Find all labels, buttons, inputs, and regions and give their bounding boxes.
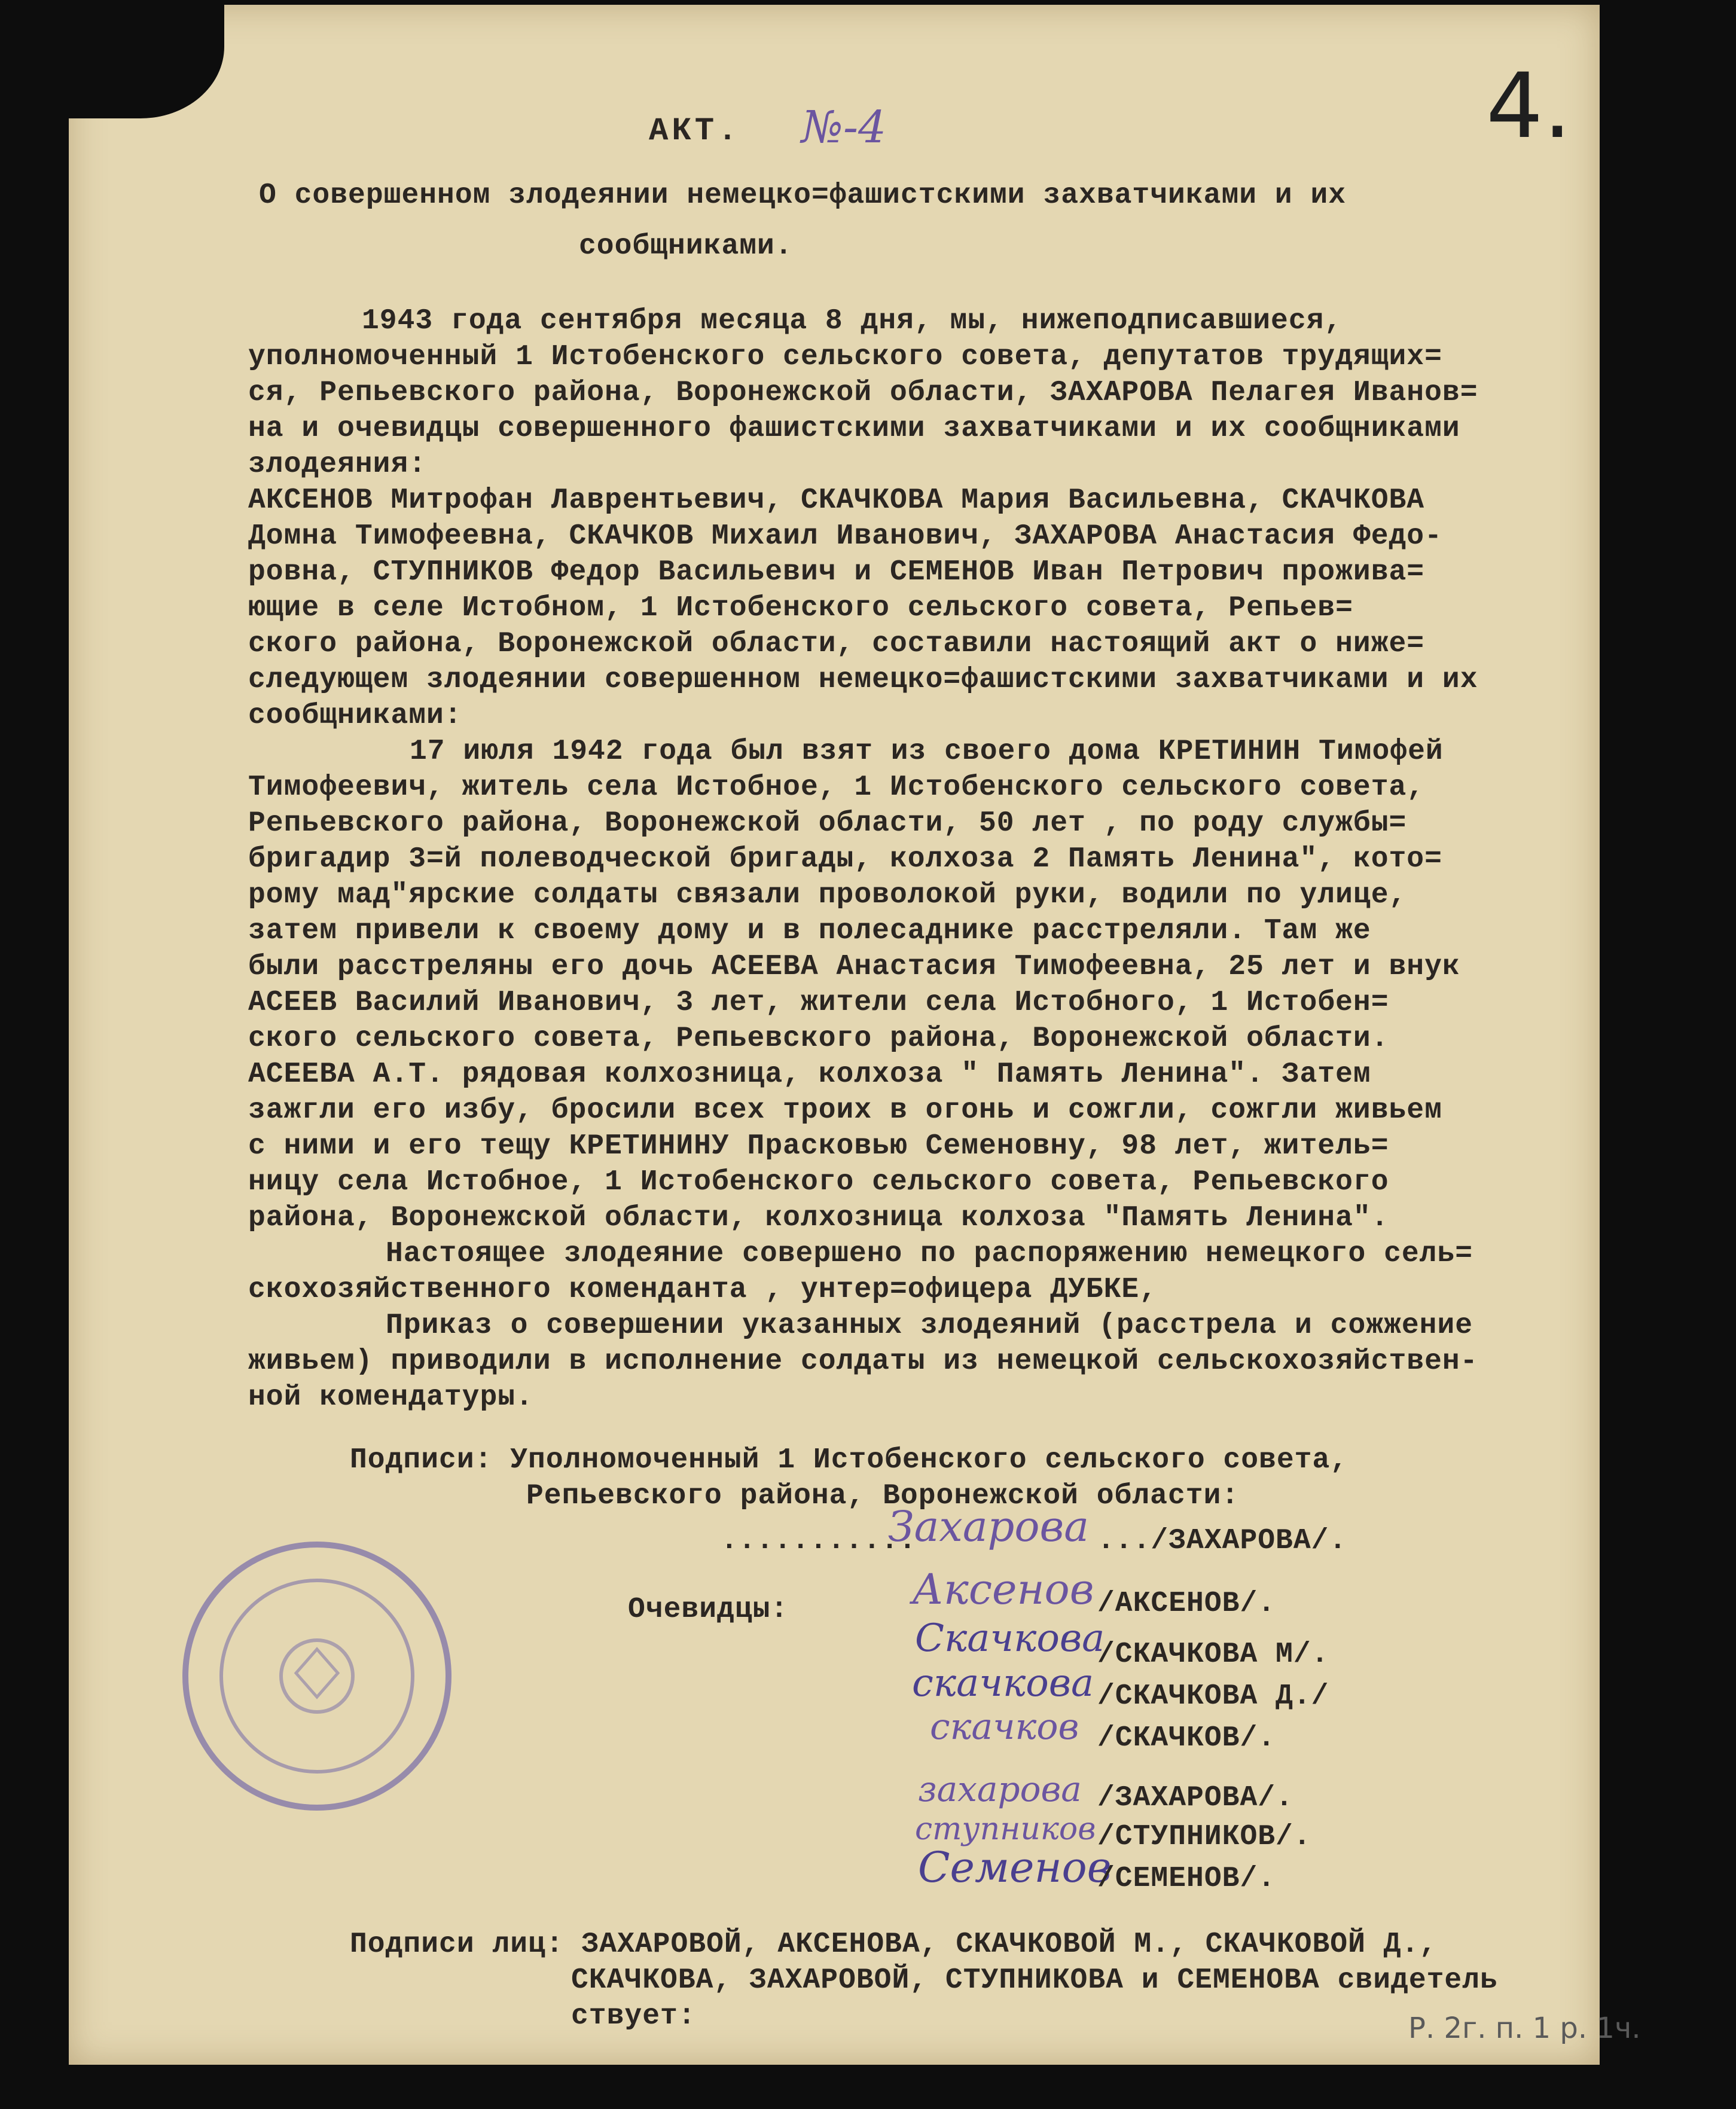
body-line: ницу села Истобное, 1 Истобенского сельского совета, Репьевского [248,1166,1389,1198]
typed-signature-name: /СКАЧКОВ/. [1097,1722,1276,1754]
handwritten-act-number: №-4 [801,102,887,153]
typed-signature-name: /СТУПНИКОВ/. [1097,1821,1311,1853]
body-line: ского сельского совета, Репьевского района, Воронежской области. [248,1023,1389,1055]
body-line: злодеяния: [248,448,427,481]
body-line: АСЕЕВА А.Т. рядовая колхозница, колхоза " Память Ленина". Затем [248,1058,1371,1091]
subtitle-line: сообщниками. [579,230,793,263]
body-line: на и очевидцы совершенного фашистскими захватчиками и их сообщниками [248,413,1460,445]
body-line: Тимофеевич, житель села Истобное, 1 Истобенского сельского совета, [248,771,1425,804]
body-line: рому мад"ярские солдаты связали проволокой руки, водили по улице, [248,879,1407,911]
typed-signature-name: /СКАЧКОВА М/. [1097,1638,1329,1671]
signatures-heading: Подписи: Уполномоченный 1 Истобенского сельского совета, [350,1444,1348,1476]
certification-line: Подписи лиц: ЗАХАРОВОЙ, АКСЕНОВА, СКАЧКОВОЙ М., СКАЧКОВОЙ Д., [350,1928,1438,1961]
body-line: ся, Репьевского района, Воронежской области, ЗАХАРОВА Пелагея Иванов= [248,377,1478,409]
body-line: зажгли его избу, бросили всех троих в огонь и сожгли, сожгли живьем [248,1094,1442,1127]
body-line: уполномоченный 1 Истобенского сельского совета, депутатов трудящих= [248,341,1442,373]
certification-line: СКАЧКОВА, ЗАХАРОВОЙ, СТУПНИКОВА и СЕМЕНОВА свидетель [571,1964,1498,1997]
certification-line: ствует: [571,2000,696,2032]
handwritten-signature: ступников [915,1811,1096,1847]
body-line: ского района, Воронежской области, составили настоящий акт о ниже= [248,628,1425,660]
body-line: затем привели к своему дому и в полесаднике расстреляли. Там же [248,915,1371,947]
handwritten-signature: Скачкова [915,1616,1105,1661]
body-line: с ними и его тещу КРЕТИНИНУ Прасковью Семеновну, 98 лет, житель= [248,1130,1389,1162]
handwritten-signature: скачков [930,1706,1079,1748]
witnesses-label: Очевидцы: [628,1594,789,1626]
handwritten-signature: Захарова [888,1502,1089,1551]
document-title: АКТ. [649,113,741,149]
typed-signature-name: /СКАЧКОВА Д./ [1097,1680,1329,1713]
body-line: АСЕЕВ Василий Иванович, 3 лет, жители села Истобного, 1 Истобен= [248,987,1389,1019]
handwritten-page-number: 4. [1486,54,1572,158]
typed-signature-name: /СЕМЕНОВ/. [1097,1863,1276,1895]
body-line: Приказ о совершении указанных злодеяний (расстрела и сожжение [386,1310,1473,1342]
typed-signature-name: /АКСЕНОВ/. [1097,1588,1276,1620]
margin-pencil-note: Р. 2г. п. 1 р. 1ч. [1408,2012,1641,2045]
body-line: сообщниками: [248,700,462,732]
body-line: следующем злодеянии совершенном немецко=фашистскими захватчиками и их [248,664,1478,696]
torn-corner [69,5,224,118]
body-line: района, Воронежской области, колхозница колхоза "Память Ленина". [248,1202,1389,1234]
body-line: были расстреляны его дочь АСЕЕВА Анастасия Тимофеевна, 25 лет и внук [248,951,1460,983]
official-seal-stamp [176,1536,457,1817]
body-line: ющие в селе Истобном, 1 Истобенского сельского совета, Репьев= [248,592,1353,624]
handwritten-signature: Семенов [918,1843,1112,1892]
body-line: Настоящее злодеяние совершено по распоряжению немецкого сель= [386,1238,1473,1270]
body-line: Домна Тимофеевна, СКАЧКОВ Михаил Иванович, ЗАХАРОВА Анастасия Федо- [248,520,1442,553]
body-line: Репьевского района, Воронежской области, 50 лет , по роду службы= [248,807,1407,840]
signatures-heading: Репьевского района, Воронежской области: [526,1480,1240,1512]
handwritten-signature: скачкова [912,1661,1094,1705]
subtitle-line: О совершенном злодеянии немецко=фашистскими захватчиками и их [259,179,1347,212]
typed-signature-name: .../ЗАХАРОВА/. [1097,1525,1347,1557]
handwritten-signature: Аксенов [912,1565,1094,1614]
handwritten-signature: захарова [918,1769,1082,1809]
body-line: скохозяйственного коменданта , унтер=офицера ДУБКЕ, [248,1274,1158,1306]
body-line: живьем) приводили в исполнение солдаты из немецкой сельскохозяйствен- [248,1345,1478,1378]
typed-signature-name: /ЗАХАРОВА/. [1097,1782,1293,1814]
body-line: АКСЕНОВ Митрофан Лаврентьевич, СКАЧКОВА Мария Васильевна, СКАЧКОВА [248,484,1425,517]
body-line: 1943 года сентября месяца 8 дня, мы, нижеподписавшиеся, [362,305,1343,337]
document-sheet [69,5,1641,2065]
body-line: ровна, СТУПНИКОВ Федор Васильевич и СЕМЕНОВ Иван Петрович прожива= [248,556,1425,588]
signature-dots: ........... [721,1525,917,1557]
body-line: 17 июля 1942 года был взят из своего дома КРЕТИНИН Тимофей [410,735,1444,768]
body-line: ной комендатуры. [248,1381,533,1414]
body-line: бригадир 3=й полеводческой бригады, колхоза 2 Память Ленина", кото= [248,843,1442,875]
